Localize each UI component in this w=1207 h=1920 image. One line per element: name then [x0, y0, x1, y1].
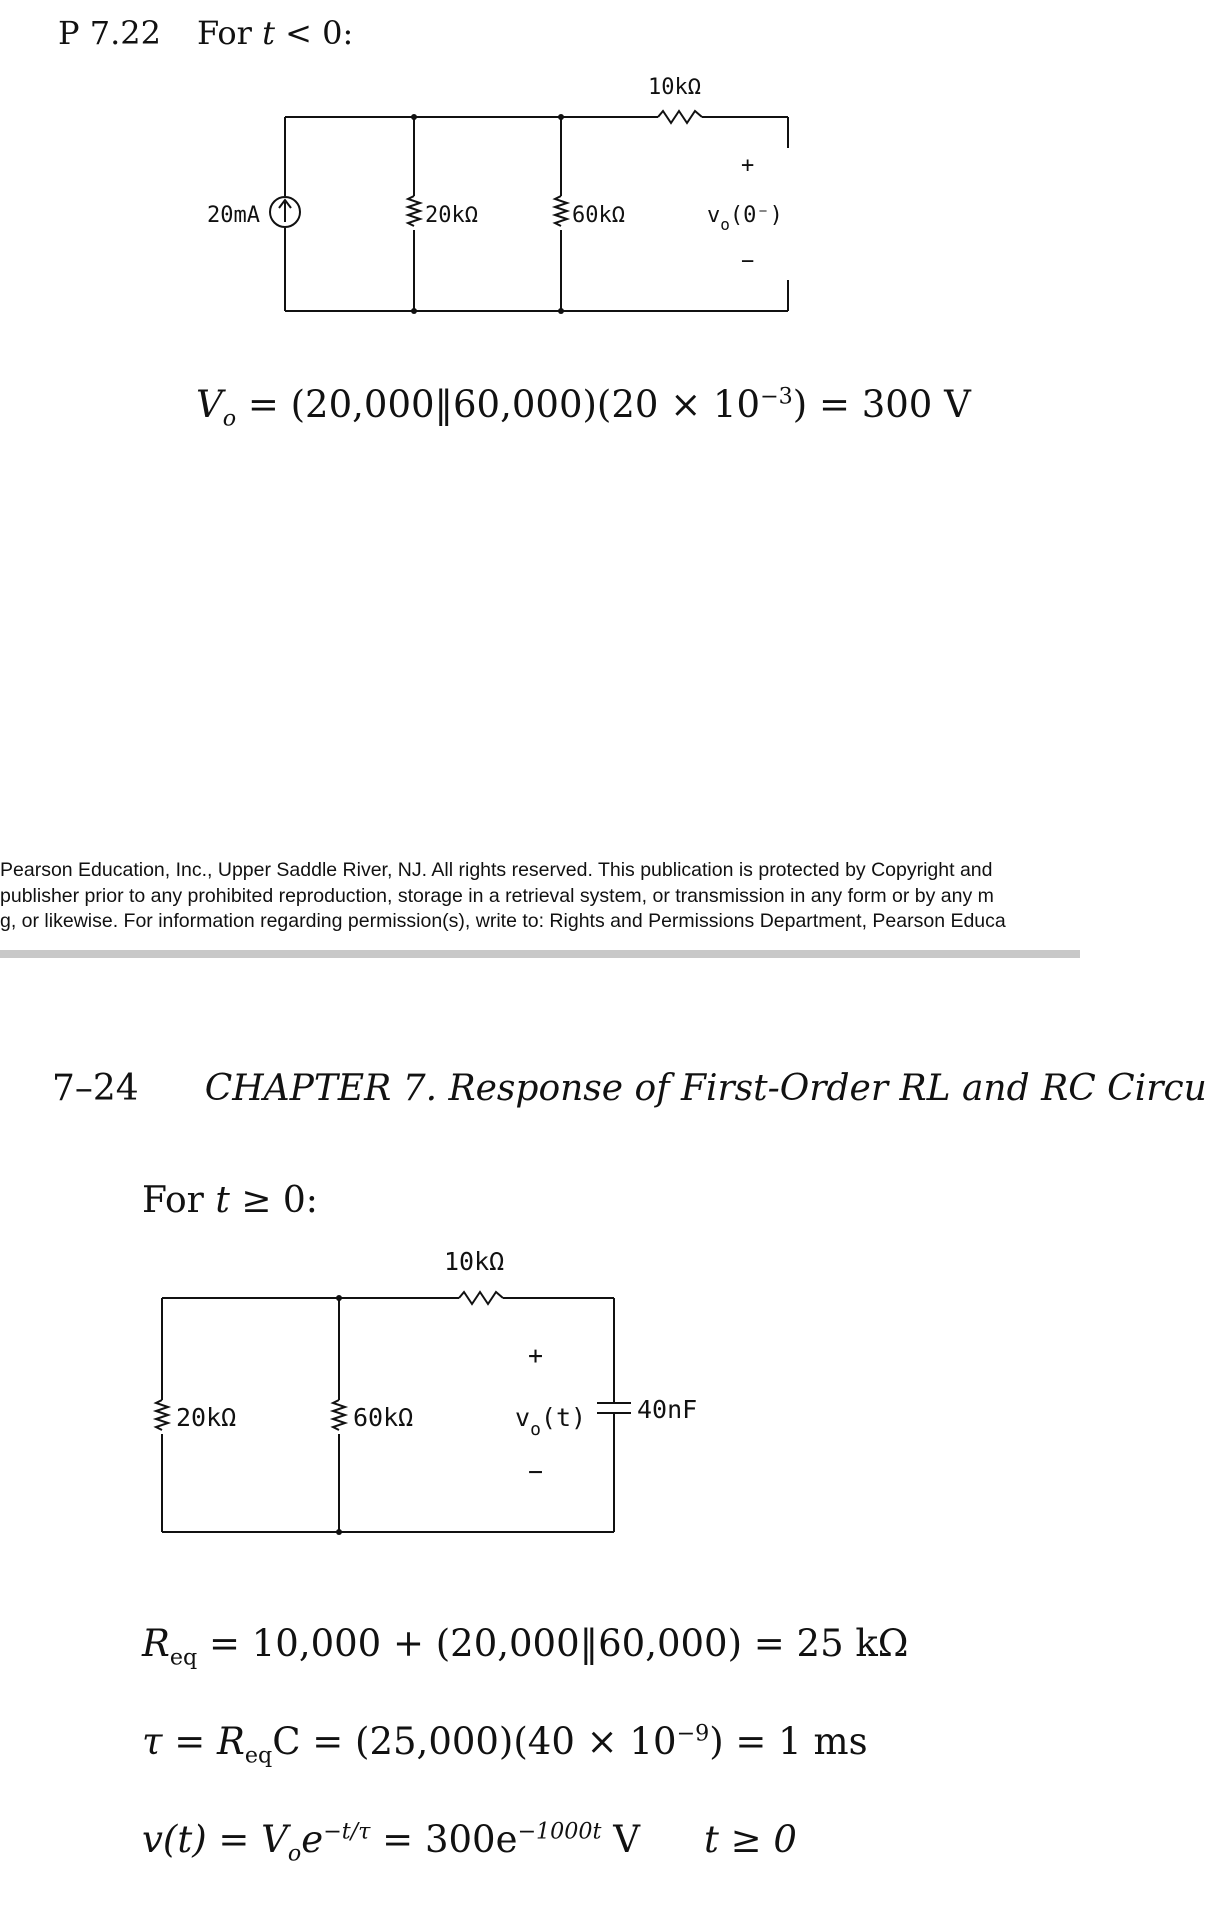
vo-argument: (t) — [540, 1403, 587, 1432]
eq-vo-exp: −3 — [760, 383, 793, 410]
r10k-label: 10kΩ — [648, 75, 701, 100]
r20k-label: 20kΩ — [425, 203, 478, 228]
node-dot — [336, 1295, 342, 1301]
eq-req-lhs: R — [142, 1622, 170, 1665]
eq-tau-lhs-sub: eq — [244, 1742, 273, 1769]
vo-subscript: o — [530, 1419, 541, 1440]
resistor-60k — [555, 196, 567, 226]
node-dot — [558, 114, 564, 120]
eq-vt-e: e — [301, 1818, 324, 1861]
source-label: 20mA — [207, 203, 260, 228]
eq-vt-lhs-sub: o — [287, 1840, 302, 1867]
eq-vo-lhs: V — [196, 383, 223, 426]
vo-symbol: v — [515, 1403, 531, 1432]
page-header — [52, 1068, 1207, 1109]
resistor-60k — [333, 1400, 345, 1430]
vo-symbol: v — [707, 203, 721, 228]
node-dot — [411, 114, 417, 120]
resistor-10k — [459, 1292, 503, 1304]
eq-vo-tail: ) = 300 V — [792, 383, 971, 426]
r60k-label: 60kΩ — [572, 203, 625, 228]
node-dot — [336, 1529, 342, 1535]
eq-tau-mid: C = (25,000)(40 × 10 — [272, 1720, 677, 1763]
eq-req-lhs-sub: eq — [169, 1644, 198, 1671]
circuit-diagram-t-pos — [0, 1230, 1080, 1540]
eq-vt-cond: t ≥ 0 — [703, 1818, 797, 1861]
eq-vt-mid: = 300e — [370, 1818, 518, 1861]
equation-req — [142, 1622, 908, 1670]
r20k-label: 20kΩ — [176, 1403, 237, 1432]
copyright-line: g, or likewise. For information regarding permission(s), write to: Rights and Permissions Department, Pearson Educa — [0, 910, 1006, 932]
vo-argument: (0⁻) — [729, 203, 783, 228]
copyright-line: Pearson Education, Inc., Upper Saddle River, NJ. All rights reserved. This publication is protected by Copyright and — [0, 859, 993, 881]
r60k-label: 60kΩ — [353, 1403, 414, 1432]
page-number: 7–24 — [52, 1068, 139, 1109]
copyright-notice — [0, 858, 1080, 935]
case2-header — [142, 1180, 318, 1221]
copyright-line: publisher prior to any prohibited reproduction, storage in a retrieval system, or transmission in any form or by any m — [0, 884, 994, 907]
page-divider — [0, 950, 1080, 958]
resistor-10k — [658, 111, 702, 123]
problem-header — [58, 14, 353, 52]
circuit-diagram-t-neg — [0, 60, 1080, 350]
vo-label — [515, 1403, 586, 1440]
chapter-title: CHAPTER 7. Response of First-Order RL and RC Circu — [204, 1068, 1207, 1109]
eq-req-body: = 10,000 + (20,000‖60,000) = 25 kΩ — [208, 1622, 909, 1665]
node-dot — [411, 308, 417, 314]
equation-vt — [142, 1818, 797, 1866]
resistor-20k — [408, 196, 420, 226]
plus-sign: + — [741, 153, 755, 178]
case1-var: t — [262, 14, 275, 52]
case2-cond: ≥ 0: — [241, 1180, 318, 1221]
node-dot — [558, 308, 564, 314]
eq-vt-exp1: −t/τ — [323, 1818, 371, 1845]
eq-tau-tail: ) = 1 ms — [709, 1720, 868, 1763]
eq-vt-exp2: −1000t — [517, 1818, 602, 1845]
minus-sign: − — [528, 1457, 544, 1486]
eq-vt-lhs: v(t) = V — [142, 1818, 288, 1861]
eq-vo-body: = (20,000‖60,000)(20 × 10 — [247, 383, 761, 426]
case2-var: t — [215, 1180, 230, 1221]
resistor-20k — [156, 1400, 168, 1430]
vo-subscript: o — [720, 215, 730, 234]
eq-tau-exp: −9 — [676, 1720, 710, 1747]
plus-sign: + — [528, 1341, 544, 1370]
equation-vo — [196, 383, 971, 431]
capacitor-label: 40nF — [637, 1395, 698, 1424]
eq-vo-lhs-sub: o — [222, 405, 237, 432]
case1-cond: < 0: — [285, 14, 354, 52]
equation-tau — [142, 1720, 868, 1768]
eq-vt-unit: V — [601, 1818, 640, 1861]
case1-label: For — [196, 14, 252, 52]
case2-label: For — [142, 1180, 204, 1221]
vo-label — [707, 203, 783, 234]
eq-tau-lhs: τ = R — [142, 1720, 245, 1763]
problem-number: P 7.22 — [58, 14, 161, 52]
r10k-label: 10kΩ — [444, 1247, 505, 1276]
minus-sign: − — [741, 249, 755, 274]
